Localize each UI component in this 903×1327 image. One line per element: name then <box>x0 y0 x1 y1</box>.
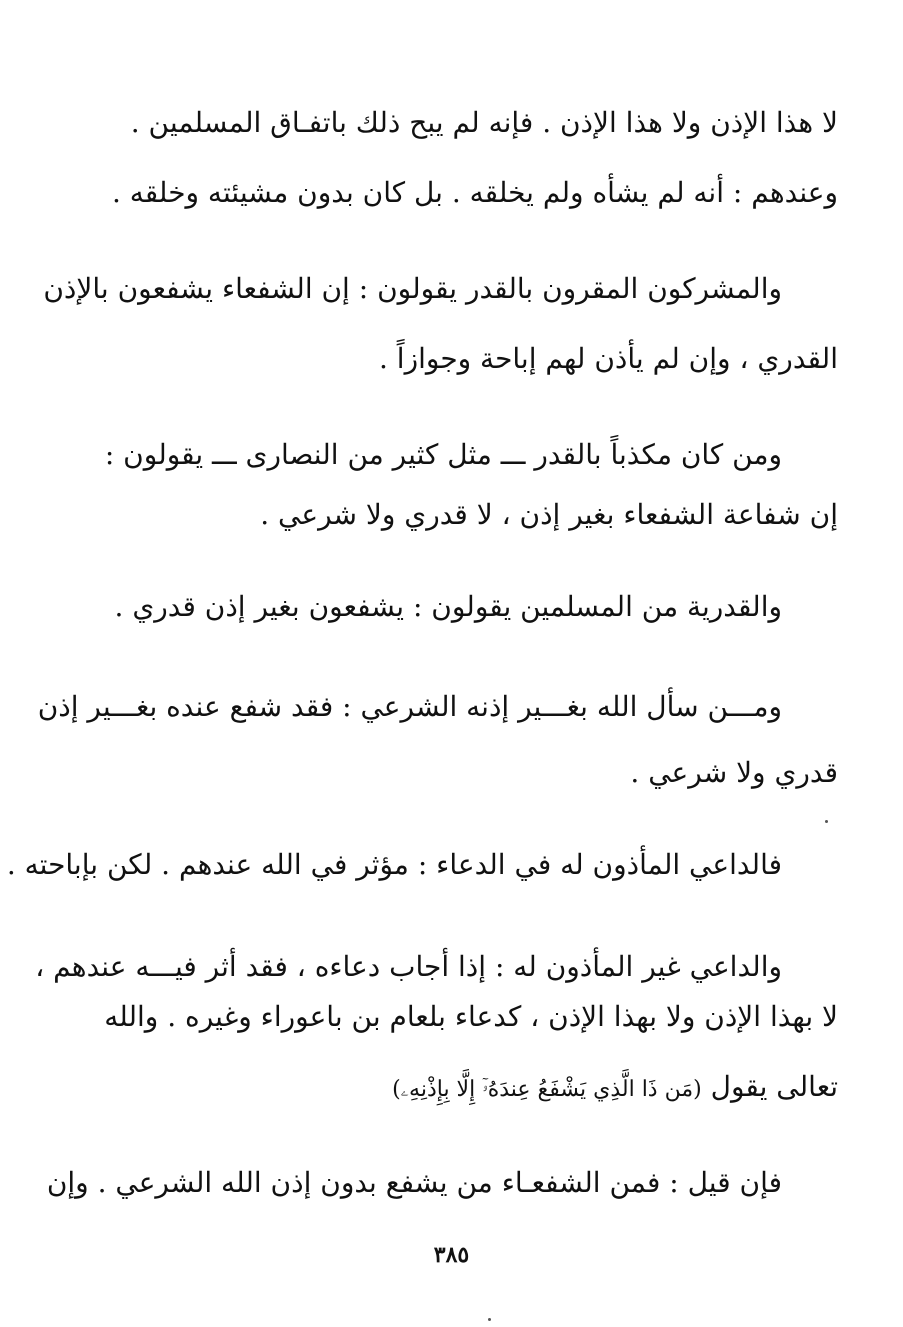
quran-verse: (مَن ذَا الَّذِي يَشْفَعُ عِندَهُۥٓ إِلَّا بِإِذْنِهِۦ) <box>392 1077 702 1102</box>
paragraph-7-cont <box>104 982 838 1122</box>
paragraph-3-cont <box>110 480 838 550</box>
paragraph-5 <box>37 672 838 742</box>
page-number: ٣٨٥ <box>433 1242 470 1268</box>
text-line: لا بهذا الإذن ولا بهذا الإذن ، كدعاء بلعام بن باعوراء وغيره . والله <box>104 1000 838 1033</box>
text-line: والداعي غير المأذون له : إذا أجاب دعاءه ، فقد أثر فيـــه عندهم ، <box>35 950 782 983</box>
paragraph-2-cont <box>110 324 838 394</box>
paragraph-4 <box>110 572 838 642</box>
paragraph-2 <box>43 254 838 324</box>
scan-speck <box>488 1318 491 1321</box>
paragraph-8 <box>46 1148 838 1218</box>
text-line: ومن كان مكذباً بالقدر ـــ مثل كثير من النصارى ـــ يقولون : <box>104 438 782 471</box>
text-line: قدري ولا شرعي . <box>630 756 838 789</box>
text-line: والمشركون المقرون بالقدر يقولون : إن الشفعاء يشفعون بالإذن <box>43 272 782 305</box>
paragraph-1 <box>110 88 838 228</box>
text-line-with-verse <box>110 1052 838 1122</box>
text-line: وعندهم : أنه لم يشأه ولم يخلقه . بل كان بدون مشيئته وخلقه . <box>111 176 838 209</box>
text-line: فإن قيل : فمن الشفعـاء من يشفع بدون إذن الله الشرعي . وإن <box>46 1166 782 1199</box>
text-line: القدري ، وإن لم يأذن لهم إباحة وجوازاً . <box>378 342 838 375</box>
verse-intro: تعالى يقول <box>710 1070 838 1103</box>
text-line: فالداعي المأذون له في الدعاء : مؤثر في الله عندهم . لكن بإباحته . <box>6 848 782 881</box>
paragraph-6 <box>6 830 838 900</box>
text-line: والقدرية من المسلمين يقولون : يشفعون بغير إذن قدري . <box>114 590 782 623</box>
paragraph-5-cont <box>110 738 838 808</box>
text-line: إن شفاعة الشفعاء بغير إذن ، لا قدري ولا شرعي . <box>260 498 838 531</box>
text-line: لا هذا الإذن ولا هذا الإذن . فإنه لم يبح ذلك باتفـاق المسلمين . <box>130 106 838 139</box>
scan-speck <box>825 820 828 823</box>
text-line: ومـــن سأل الله بغـــير إذنه الشرعي : فقد شفع عنده بغـــير إذن <box>37 690 782 723</box>
